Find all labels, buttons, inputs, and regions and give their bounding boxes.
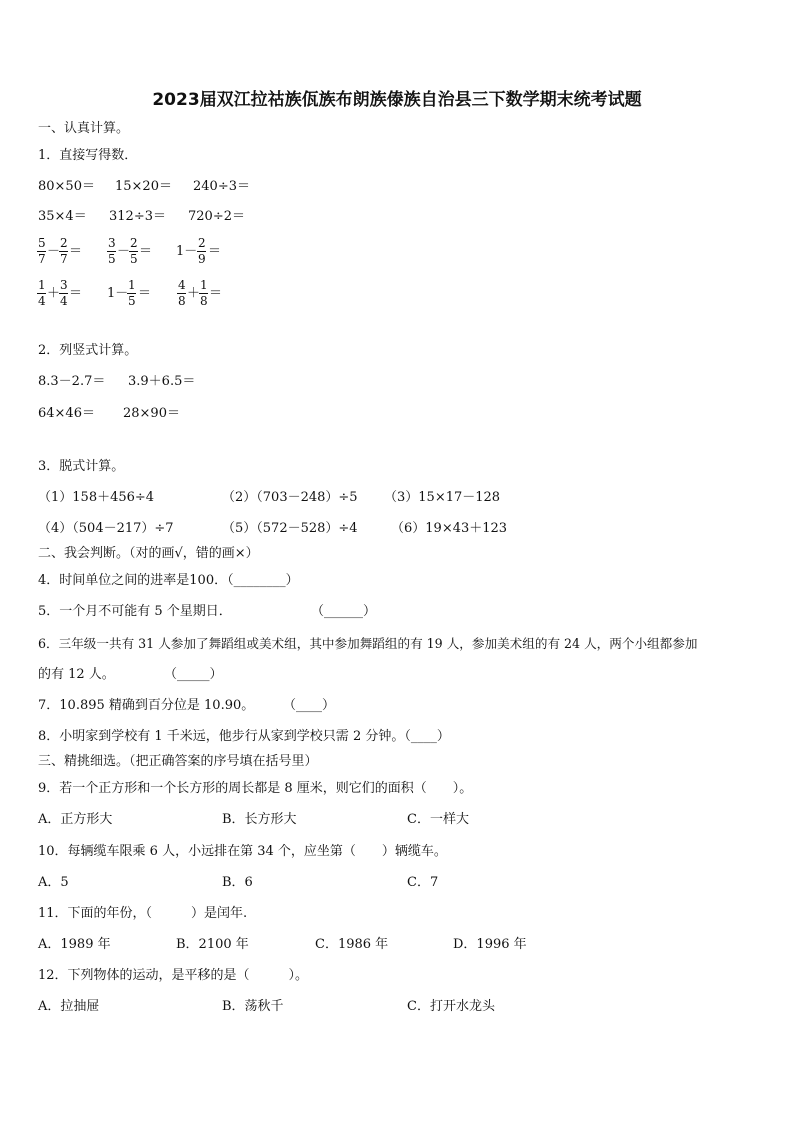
q1-item-1: 80×50＝ bbox=[38, 179, 95, 194]
question-5: 5．一个月不可能有 5 个星期日． bbox=[38, 604, 232, 619]
option-c: C．打开水龙头 bbox=[407, 999, 495, 1014]
option-b: B．2100 年 bbox=[176, 937, 249, 952]
option-c: C．一样大 bbox=[407, 812, 469, 827]
option-a: A．5 bbox=[38, 875, 69, 890]
operator: ＋ bbox=[47, 286, 61, 301]
q1-item-6: 720÷2＝ bbox=[188, 209, 245, 224]
fraction: 5 7 bbox=[38, 236, 46, 266]
question-4: 4．时间单位之间的进率是100．（________） bbox=[38, 573, 299, 588]
operator: 1－ bbox=[107, 286, 129, 301]
fraction: 3 4 bbox=[60, 278, 68, 308]
q3-item-2: （2）（703－248）÷5 bbox=[222, 490, 358, 505]
q1-item-3: 240÷3＝ bbox=[193, 179, 250, 194]
equals-sign: ＝ bbox=[69, 244, 83, 259]
q2-item-4: 28×90＝ bbox=[123, 406, 180, 421]
question-12: 12．下列物体的运动，是平移的是（ ）。 bbox=[38, 968, 309, 983]
option-c: C．1986 年 bbox=[315, 937, 389, 952]
q3-item-1: （1）158＋456÷4 bbox=[38, 490, 155, 505]
q2-item-2: 3.9＋6.5＝ bbox=[128, 374, 196, 389]
answer-blank: （______） bbox=[311, 604, 377, 619]
question-11: 11．下面的年份，（ ）是闰年. bbox=[38, 906, 248, 921]
q3-item-6: （6）19×43＋123 bbox=[391, 521, 508, 536]
equals-sign: ＝ bbox=[208, 244, 222, 259]
q1-item-2: 15×20＝ bbox=[115, 179, 172, 194]
question-9: 9．若一个正方形和一个长方形的周长都是 8 厘米，则它们的面积（ ）。 bbox=[38, 781, 473, 796]
equals-sign: ＝ bbox=[209, 286, 223, 301]
question-8: 8．小明家到学校有 1 千米远，他步行从家到学校只需 2 分钟。（____） bbox=[38, 729, 450, 744]
fraction: 2 7 bbox=[60, 236, 68, 266]
option-b: B．长方形大 bbox=[222, 812, 297, 827]
option-a: A．拉抽屉 bbox=[38, 999, 100, 1014]
q1-item-5: 312÷3＝ bbox=[109, 209, 166, 224]
operator: 1－ bbox=[176, 244, 198, 259]
operator: － bbox=[117, 244, 131, 259]
q2-item-3: 64×46＝ bbox=[38, 406, 95, 421]
answer-blank: （_____） bbox=[164, 667, 223, 682]
q1-item-4: 35×4＝ bbox=[38, 209, 87, 224]
option-c: C．7 bbox=[407, 875, 439, 890]
q2-item-1: 8.3－2.7＝ bbox=[38, 374, 106, 389]
equals-sign: ＝ bbox=[138, 286, 152, 301]
fraction: 1 8 bbox=[200, 278, 208, 308]
equals-sign: ＝ bbox=[139, 244, 153, 259]
equals-sign: ＝ bbox=[69, 286, 83, 301]
fraction: 2 5 bbox=[130, 236, 138, 266]
operator: ＋ bbox=[187, 286, 201, 301]
question-7: 7．10.895 精确到百分位是 10.90。 bbox=[38, 698, 255, 713]
option-b: B．6 bbox=[222, 875, 253, 890]
question-3-heading: 3．脱式计算。 bbox=[38, 459, 125, 474]
fraction: 4 8 bbox=[178, 278, 186, 308]
fraction: 1 4 bbox=[38, 278, 46, 308]
q3-item-5: （5）（572－528）÷4 bbox=[222, 521, 358, 536]
q3-item-4: （4）（504－217）÷7 bbox=[38, 521, 174, 536]
page-title: 2023届双江拉祜族佤族布朗族傣族自治县三下数学期末统考试题 bbox=[152, 90, 642, 110]
question-6-line-1: 6．三年级一共有 31 人参加了舞蹈组或美术组，其中参加舞蹈组的有 19 人，参加美术组的有 24 人，两个小组都参加 bbox=[38, 636, 698, 651]
q3-item-3: （3）15×17－128 bbox=[384, 490, 501, 505]
section-heading-2: 二、我会判断。（对的画√，错的画×） bbox=[38, 546, 259, 561]
fraction: 2 9 bbox=[198, 236, 206, 266]
section-heading-1: 一、认真计算。 bbox=[38, 121, 130, 136]
question-2-heading: 2．列竖式计算。 bbox=[38, 343, 138, 358]
fraction: 1 5 bbox=[128, 278, 136, 308]
option-d: D．1996 年 bbox=[453, 937, 527, 952]
section-heading-3: 三、精挑细选。（把正确答案的序号填在括号里） bbox=[38, 754, 318, 769]
question-1-heading: 1．直接写得数． bbox=[38, 148, 138, 163]
option-b: B．荡秋千 bbox=[222, 999, 284, 1014]
answer-blank: （____） bbox=[283, 698, 336, 713]
operator: － bbox=[47, 244, 61, 259]
question-6-line-2: 的有 12 人。 bbox=[38, 667, 115, 682]
option-a: A．正方形大 bbox=[38, 812, 113, 827]
fraction: 3 5 bbox=[108, 236, 116, 266]
option-a: A．1989 年 bbox=[38, 937, 111, 952]
question-10: 10．每辆缆车限乘 6 人，小远排在第 34 个，应坐第（ ）辆缆车。 bbox=[38, 844, 447, 859]
